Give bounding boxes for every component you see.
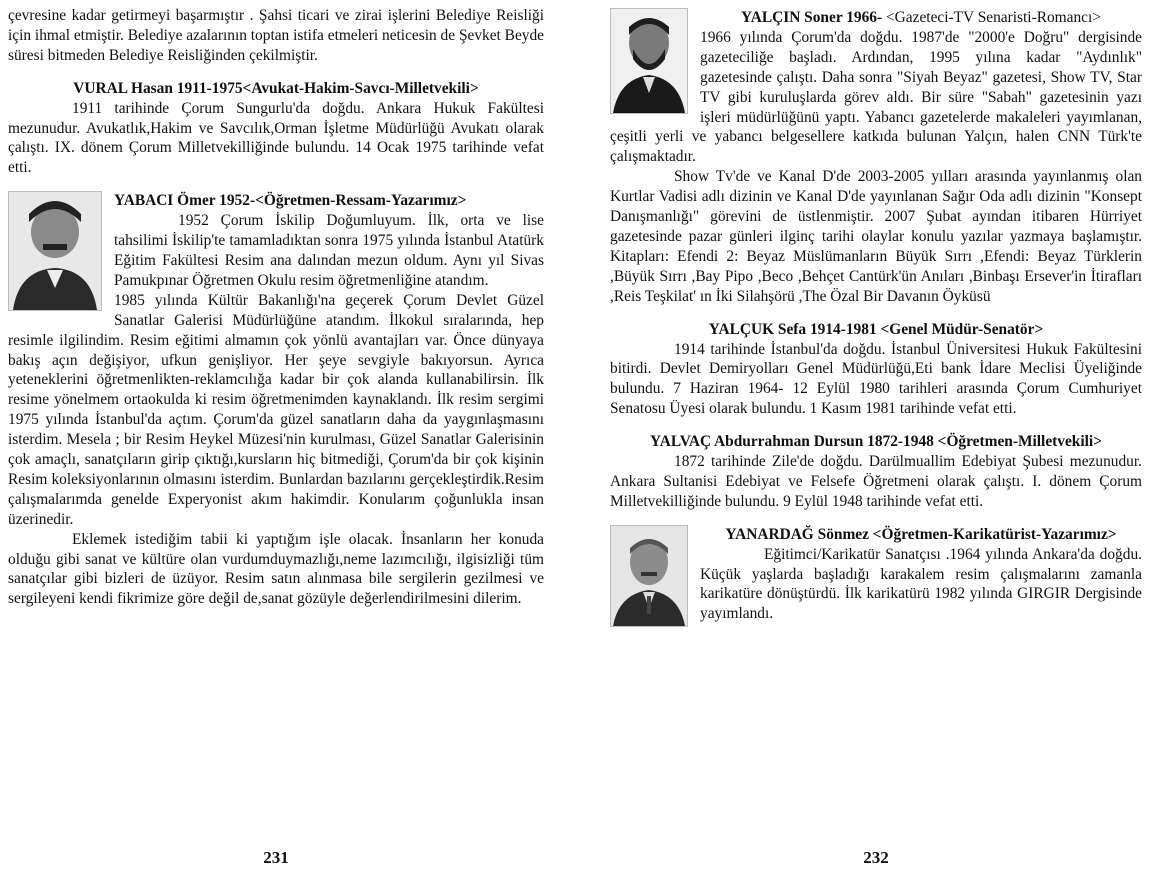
yabaci-body-3: Eklemek istediğim tabii ki yaptığım işle olacak. İnsanların her konuda olduğu gibi sanat ve kültüre olan vurdumduymazlığı,neme lazımcılığı, ilgisizliği tüm sanatçılar gibi bizleri de üzüyor. Resim satın alınmasa bile sergilerin gezilmesi ve sergileyeni kendi fikrimize göre değil de,sanat gözüyle değerlendirilmesini dilerim. [8, 530, 544, 608]
vural-heading: VURAL Hasan 1911-1975<Avukat-Hakim-Savcı-Milletvekili> [73, 79, 479, 97]
right-page [610, 0, 1142, 874]
left-page [8, 0, 544, 874]
yalvac-body: 1872 tarihinde Zile'de doğdu. Darülmuallim Edebiyat Şubesi mezunudur. Ankara Sultanisi Edebiyat ve Felsefe Öğretmeni olarak çalıştı. I. dönem Çorum Milletvekilliğinde bulundu. 9 Eylül 1948 tarihinde vefat etti. [610, 453, 1142, 510]
page-number-right: 232 [863, 848, 889, 867]
yabaci-entry [8, 191, 544, 609]
yalcin-portrait [610, 8, 688, 114]
yabaci-heading: YABACI Ömer 1952-<Öğretmen-Ressam-Yazarımız> [114, 192, 467, 210]
yalcin-body-2: Show Tv'de ve Kanal D'de 2003-2005 yılları arasında yayınlanmış olan Kurtlar Vadisi adlı dizinin ve Kanal D'de yayınlanan Sağır Oda adlı dizinin "Konsept Danışmanlığı" görevini de üstlenmiştir. 2007 Şubat ayından itibaren Hürriyet gazetesinde pazar günleri ilginç tarihi olaylar konulu yazılar yazmaya başlamıştır. Kitapları: Efendi 2: Beyaz Müslümanların Büyük Sırrı ,Efendi: Beyaz Türklerin ,Büyük Sırrı ,Bay Pipo ,Beco ,Behçet Cantürk'ün Anıları ,Binbaşı Ersever'in İtirafları ,Reis Teşkilat' ın İki Silahşörü ,The Özal Bir Davanın Öyküsü [610, 168, 1142, 305]
yabaci-body-1: 1952 Çorum İskilip Doğumluyum. İlk, orta ve lise tahsilimi İskilip'te tamamladıktan sonra 1975 yılında İstanbul Atatürk Eğitim Fakültesi Resim ana dalından mezun oldum. Aynı yıl Sivas Pamukpınar Öğretmen Okulu resim öğretmenliğine atandım. [114, 212, 544, 289]
yalcuk-heading: YALÇUK Sefa 1914-1981 <Genel Müdür-Senatör> [708, 320, 1044, 338]
yalcuk-body: 1914 tarihinde İstanbul'da doğdu. İstanbul Üniversitesi Hukuk Fakültesini bitirdi. Devlet Demiryolları Genel Müdürlüğü,Eti bank İdare Meclisi Üyeliğinde bulundu. 7 Haziran 1964- 12 Eylül 1980 tarihleri arasında Çorum Cumhuriyet Senatosu Üyesi olarak bulundu. 1 Kasım 1981 tarihinde vefat etti. [610, 340, 1142, 418]
intro-paragraph: çevresine kadar getirmeyi başarmıştır . Şahsi ticari ve zirai işlerini Belediye Reisliği için ihmal etmiştir. Belediye azalarının toptan istifa etmeleri neticesin de Şevket Beyde süresi bitmeden Belediye Reisliğinden çekilmiştir. [8, 7, 544, 64]
yalcin-entry [610, 8, 1142, 307]
yalcin-heading-name: YALÇIN Soner 1966- [741, 9, 883, 26]
yanardag-body: Eğitimci/Karikatür Sanatçısı .1964 yılında Ankara'da doğdu. Küçük yaşlarda başladığı karakalem resim çalışmalarını zamanla karikatüre dönüştürdü. İlk karikatürü 1982 yılında GIRGIR Dergisinde yayımlandı. [700, 545, 1142, 623]
yalvac-heading: YALVAÇ Abdurrahman Dursun 1872-1948 <Öğretmen-Milletvekili> [650, 433, 1102, 451]
vural-body: 1911 tarihinde Çorum Sungurlu'da doğdu. Ankara Hukuk Fakültesi mezunudur. Avukatlık,Hakim ve Savcılık,Orman İşletme Müdürlüğü Avukatı olarak çalıştı. IX. dönem Çorum Milletvekilliğinde bulundu. 14 Ocak 1975 tarihinde vefat etti. [8, 99, 544, 177]
yalcin-heading [610, 8, 1142, 28]
yalcin-body-1: 1966 yılında Çorum'da doğdu. 1987'de "2000'e Doğru" dergisinde gazeteciliğe başladı. Ardından, 1995 yılına kadar "Aydınlık" gazetesinde çalıştı. Daha sonra "Siyah Beyaz" gazetesi, Show TV, Star TV gibi kuruluşlarda görev aldı. Bir süre "Sabah" gazetesinin yazı işleri müdürlüğünü yaptı. Yabancı gazetelerde makaleleri yayımlanan, çeşitli yerli ve yabancı belgesellere katkıda bulunan Yalçın, halen CNN Türk'te çalışmaktadır. [610, 28, 1142, 166]
yalcin-heading-role: <Gazeteci-TV Senaristi-Romancı> [886, 9, 1101, 26]
yanardag-heading: YANARDAĞ Sönmez <Öğretmen-Karikatürist-Yazarımız> [725, 525, 1117, 543]
yanardag-portrait [610, 525, 688, 627]
yabaci-body-2: 1985 yılında Kültür Bakanlığı'na geçerek Çorum Devlet Güzel Sanatlar Galerisi Müdürlüğüne atandım. İlkokul sıralarında, hep resimle ilgilindim. Resim eğitimi almamın çok yönlü avantajları var. Önce dünyaya bakış açın değişiyor, ufkun genişliyor. Her şeye sevgiyle bakıyorsun. Ayrıca yeteneklerini öğretmenlikten-reklamcılığa kadar bir çok alanda kullanabilirsin. İlk resime yönelmem ortaokulda ki resim öğretmenimden kaynaklandı. İlk resim sergimi 1975 yılında İstanbul'da açtım. Çorum'da güzel sanatların daha da yaygınlaşmasını isterdim. Mesela ; bir Resim Heykel Müzesi'nin kurulması, Güzel Sanatlar Galerisinin çok amaçlı, sanatçıların girip çıktığı,kursların hiç bitmediği, Çorum'da bir çok kişinin Resim koleksiyonlarının olmasını isterdim. Bunlardan bazılarını gerçekleştirdik.Resim çalışmalarımda genelde Experyonist akım hakimdir. Konularım çoğunlukla insan üzerinedir. [8, 291, 544, 528]
page-number-left: 231 [263, 848, 289, 867]
yanardag-entry [610, 525, 1142, 625]
yabaci-portrait [8, 191, 102, 311]
